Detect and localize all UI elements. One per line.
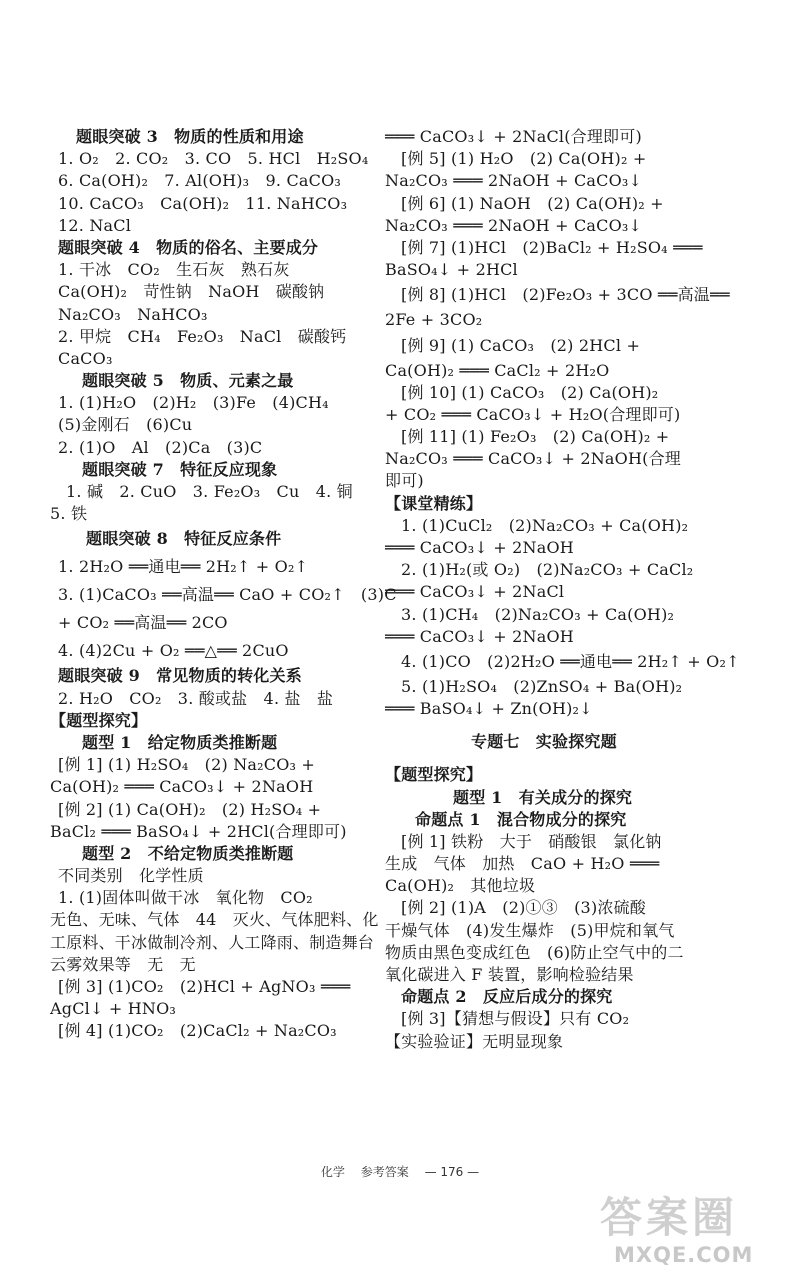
answer-line: Ca(OH)₂ 苛性钠 NaOH 碳酸钠 bbox=[58, 282, 325, 302]
answer-line: 1. O₂ 2. CO₂ 3. CO 5. HCl H₂SO₄ bbox=[58, 149, 369, 169]
answer-line: [例 1] (1) H₂SO₄ (2) Na₂CO₃ + bbox=[58, 755, 316, 775]
answer-line: 即可) bbox=[385, 471, 424, 491]
answer-line: 1. 干冰 CO₂ 生石灰 熟石灰 bbox=[58, 260, 290, 280]
answer-line: ═══ CaCO₃↓ + 2NaCl(合理即可) bbox=[385, 127, 642, 146]
section-heading: 【题型探究】 bbox=[50, 710, 148, 730]
section-heading: 题型 1 给定物质类推断题 bbox=[82, 732, 278, 752]
answer-line: CaCO₃ bbox=[58, 348, 113, 368]
answer-line: Ca(OH)₂ ═══ CaCO₃↓ + 2NaOH bbox=[50, 777, 314, 797]
answer-line: 1. 2H₂O ══通电══ 2H₂↑ + O₂↑ bbox=[58, 557, 309, 577]
answer-line: 不同类别 化学性质 bbox=[58, 866, 204, 886]
answer-line: [例 2] (1) Ca(OH)₂ (2) H₂SO₄ + bbox=[58, 799, 322, 819]
answer-line: [例 1] 铁粉 大于 硝酸银 氯化钠 bbox=[401, 831, 662, 851]
answer-line: 4. (4)2Cu + O₂ ══△══ 2CuO bbox=[58, 641, 289, 661]
answer-line: [例 3] (1)CO₂ (2)HCl + AgNO₃ ═══ bbox=[58, 977, 351, 996]
answer-line: 1. (1)固体叫做干冰 氧化物 CO₂ bbox=[58, 888, 313, 908]
section-heading: 命题点 1 混合物成分的探究 bbox=[415, 809, 627, 829]
section-heading: 题眼突破 9 常见物质的转化关系 bbox=[58, 666, 302, 686]
answer-line: 10. CaCO₃ Ca(OH)₂ 11. NaHCO₃ bbox=[58, 193, 348, 213]
answer-line: ═══ CaCO₃↓ + 2NaOH bbox=[385, 538, 574, 557]
answer-line: Ca(OH)₂ 其他垃圾 bbox=[385, 876, 536, 896]
answer-line: 1. (1)H₂O (2)H₂ (3)Fe (4)CH₄ bbox=[58, 393, 329, 413]
answer-line: BaSO₄↓ + 2HCl bbox=[385, 260, 518, 280]
answer-line: 2. (1)H₂(或 O₂) (2)Na₂CO₃ + CaCl₂ bbox=[401, 560, 694, 580]
left-column bbox=[50, 126, 397, 1043]
right-column bbox=[385, 126, 740, 1053]
answer-line: [例 2] (1)A (2)①③ (3)浓硫酸 bbox=[401, 898, 646, 918]
answer-line: [例 10] (1) CaCO₃ (2) Ca(OH)₂ bbox=[401, 382, 659, 402]
answer-line: 【实验验证】无明显现象 bbox=[385, 1031, 564, 1051]
answer-line: [例 7] (1)HCl (2)BaCl₂ + H₂SO₄ ═══ bbox=[401, 237, 703, 257]
section-heading: 题眼突破 5 物质、元素之最 bbox=[82, 371, 294, 391]
section-heading: 专题七 实验探究题 bbox=[471, 732, 617, 752]
section-heading: 题眼突破 7 特征反应现象 bbox=[82, 459, 278, 479]
answer-line: [例 4] (1)CO₂ (2)CaCl₂ + Na₂CO₃ bbox=[58, 1021, 337, 1041]
answer-line: 1. (1)CuCl₂ (2)Na₂CO₃ + Ca(OH)₂ bbox=[401, 515, 689, 535]
section-heading: 命题点 2 反应后成分的探究 bbox=[401, 987, 613, 1007]
section-heading: 题眼突破 3 物质的性质和用途 bbox=[76, 127, 304, 146]
section-heading: 题型 2 不给定物质类推断题 bbox=[82, 843, 294, 863]
answer-line: + CO₂ ═══ CaCO₃↓ + H₂O(合理即可) bbox=[385, 404, 681, 424]
answer-line: Ca(OH)₂ ═══ CaCl₂ + 2H₂O bbox=[385, 360, 610, 380]
answer-line: 3. (1)CaCO₃ ══高温══ CaO + CO₂↑ (3)C bbox=[58, 585, 397, 605]
answer-line: 工原料、干冰做制冷剂、人工降雨、制造舞台 bbox=[50, 932, 375, 952]
answer-line: 5. (1)H₂SO₄ (2)ZnSO₄ + Ba(OH)₂ bbox=[401, 676, 683, 696]
answer-line: [例 3]【猜想与假设】只有 CO₂ bbox=[401, 1009, 630, 1029]
answer-line: 2. 甲烷 CH₄ Fe₂O₃ NaCl 碳酸钙 bbox=[58, 326, 347, 346]
answer-line: ═══ CaCO₃↓ + 2NaOH bbox=[385, 626, 574, 646]
answer-line: 2Fe + 3CO₂ bbox=[385, 310, 483, 330]
section-heading: 题眼突破 4 物质的俗名、主要成分 bbox=[58, 237, 319, 257]
answer-line: 物质由黑色变成红色 (6)防止空气中的二 bbox=[385, 942, 684, 962]
answer-line: ═══ BaSO₄↓ + Zn(OH)₂↓ bbox=[385, 699, 593, 719]
answer-line: 1. 碱 2. CuO 3. Fe₂O₃ Cu 4. 铜 bbox=[66, 482, 353, 501]
answer-line: 12. NaCl bbox=[58, 215, 132, 235]
answer-line: [例 8] (1)HCl (2)Fe₂O₃ + 3CO ══高温══ bbox=[401, 285, 730, 305]
answer-line: 干燥气体 (4)发生爆炸 (5)甲烷和氧气 bbox=[385, 920, 675, 940]
answer-line: [例 9] (1) CaCO₃ (2) 2HCl + bbox=[401, 335, 641, 355]
answer-line: AgCl↓ + HNO₃ bbox=[50, 999, 177, 1019]
page-footer bbox=[0, 1163, 800, 1180]
watermark-stamp: 答案圈 bbox=[600, 1193, 739, 1242]
answer-line: 4. (1)CO (2)2H₂O ══通电══ 2H₂↑ + O₂↑ bbox=[401, 651, 740, 671]
footer-section: 参考答案 bbox=[360, 1165, 409, 1179]
answer-line: 氧化碳进入 F 装置，影响检验结果 bbox=[385, 965, 634, 984]
footer-subject: 化学 bbox=[320, 1165, 345, 1179]
answer-line: 生成 气体 加热 CaO + H₂O ═══ bbox=[385, 854, 660, 874]
watermark-logo bbox=[600, 1185, 800, 1280]
answer-line: [例 6] (1) NaOH (2) Ca(OH)₂ + bbox=[401, 193, 664, 213]
section-heading: 题眼突破 8 特征反应条件 bbox=[86, 529, 282, 549]
answer-line: Na₂CO₃ NaHCO₃ bbox=[58, 304, 208, 324]
section-heading: 【题型探究】 bbox=[385, 765, 483, 785]
answer-line: Na₂CO₃ ═══ 2NaOH + CaCO₃↓ bbox=[385, 215, 643, 235]
section-heading: 【课堂精练】 bbox=[385, 493, 483, 513]
answer-line: [例 5] (1) H₂O (2) Ca(OH)₂ + bbox=[401, 149, 647, 169]
answer-line: 3. (1)CH₄ (2)Na₂CO₃ + Ca(OH)₂ bbox=[401, 604, 675, 624]
footer-page-number: — 176 — bbox=[424, 1165, 480, 1179]
answer-line: [例 11] (1) Fe₂O₃ (2) Ca(OH)₂ + bbox=[401, 427, 670, 447]
answer-line: (5)金刚石 (6)Cu bbox=[58, 415, 193, 435]
answer-line: Na₂CO₃ ═══ 2NaOH + CaCO₃↓ bbox=[385, 171, 643, 191]
answer-line: + CO₂ ══高温══ 2CO bbox=[58, 613, 228, 633]
answer-line: 6. Ca(OH)₂ 7. Al(OH)₃ 9. CaCO₃ bbox=[58, 171, 341, 191]
answer-line: 2. H₂O CO₂ 3. 酸或盐 4. 盐 盐 bbox=[58, 688, 334, 708]
answer-line: Na₂CO₃ ═══ CaCO₃↓ + 2NaOH(合理 bbox=[385, 449, 681, 469]
answer-line: 2. (1)O Al (2)Ca (3)C bbox=[58, 437, 263, 457]
watermark-url: MXQE.COM bbox=[614, 1243, 754, 1267]
answer-line: 无色、无味、气体 44 灭火、气体肥料、化 bbox=[50, 910, 379, 930]
answer-line: 云雾效果等 无 无 bbox=[50, 954, 196, 974]
section-heading: 题型 1 有关成分的探究 bbox=[453, 787, 633, 807]
answer-line: 5. 铁 bbox=[50, 504, 88, 524]
answer-line: BaCl₂ ═══ BaSO₄↓ + 2HCl(合理即可) bbox=[50, 821, 347, 841]
answer-line: ═══ CaCO₃↓ + 2NaCl bbox=[385, 582, 565, 602]
